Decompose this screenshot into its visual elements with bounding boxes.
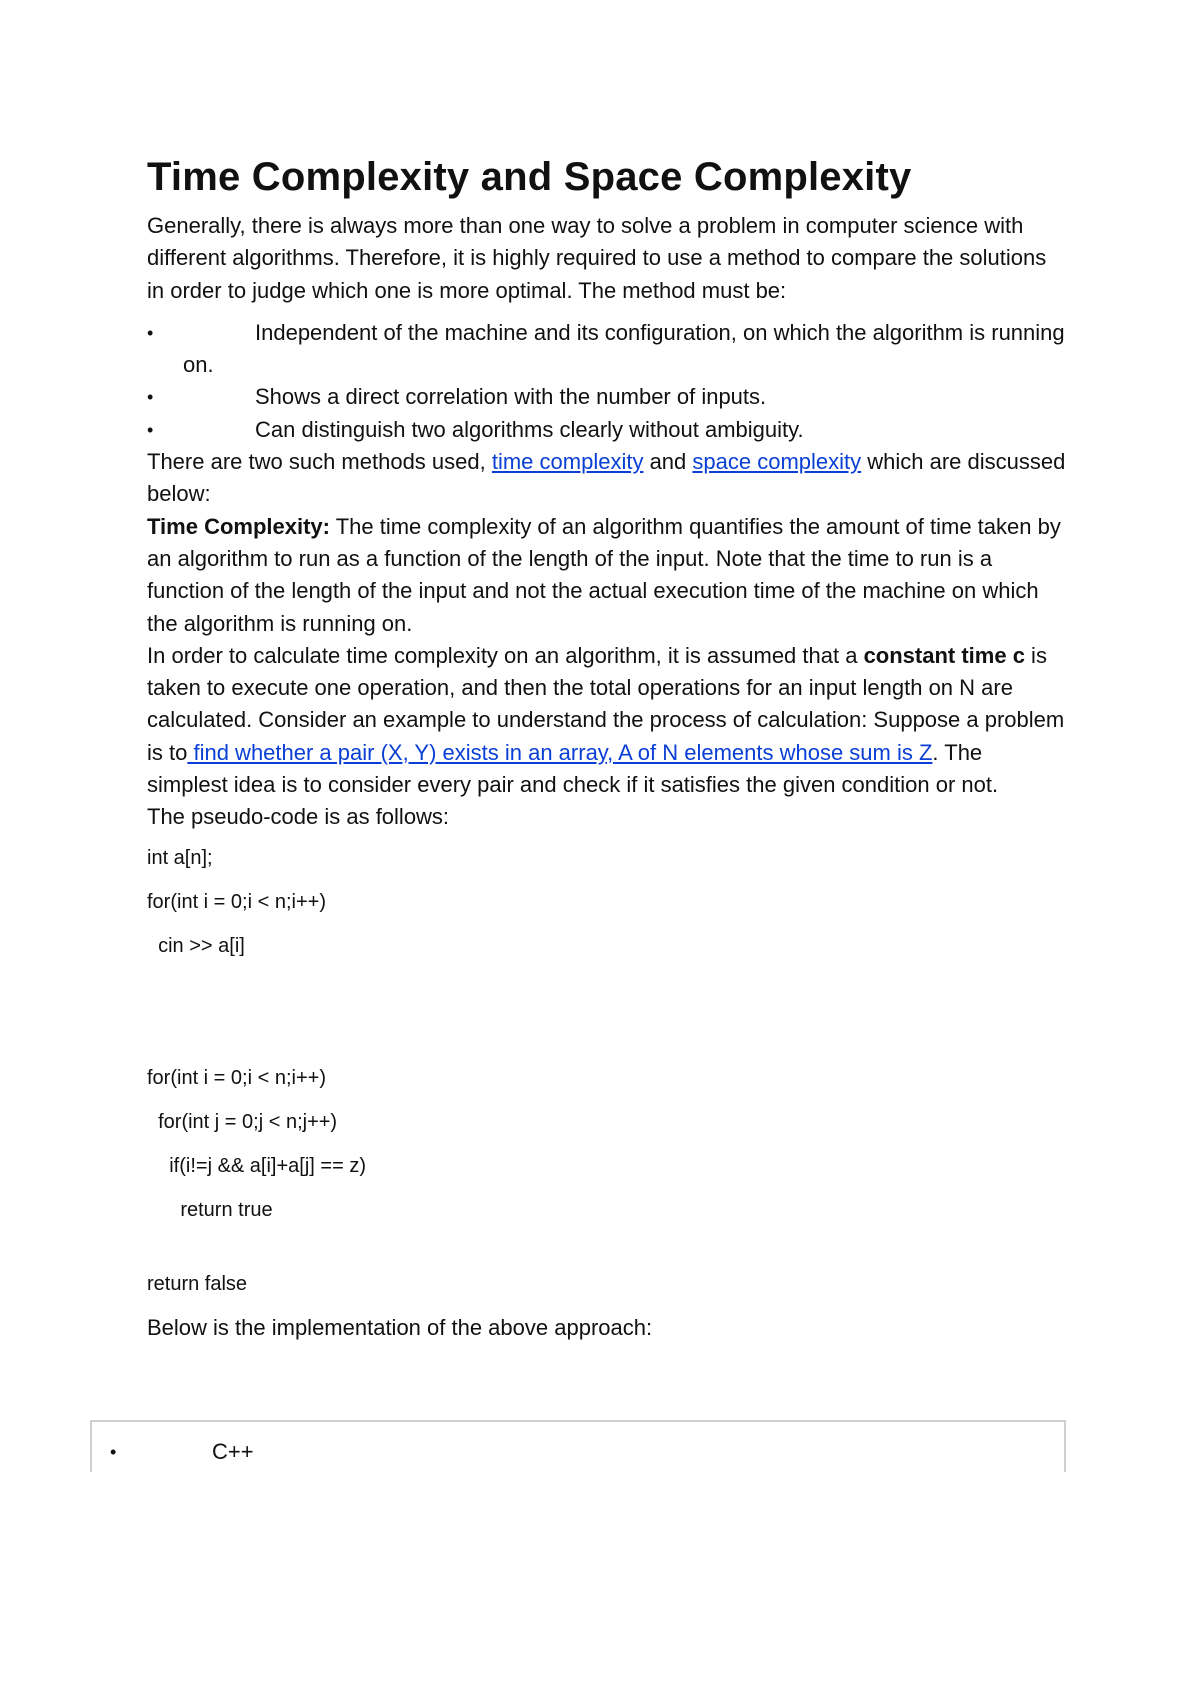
pair-sum-problem-link[interactable]: find whether a pair (X, Y) exists in an array, A of N elements whose sum is Z	[187, 739, 933, 765]
methods-paragraph	[147, 446, 1067, 511]
page-title: Time Complexity and Space Complexity	[147, 155, 912, 199]
criteria-list	[147, 317, 1067, 446]
list-item	[147, 317, 1067, 382]
bullet-icon: •	[147, 322, 154, 343]
methods-text: and	[643, 449, 693, 475]
time-complexity-definition	[147, 511, 1067, 640]
calc-text: is taken to execute one operation, and then the total operations for an input length on N are calculated. Consider an example to understand the process of calculation: Suppose a problem is to	[147, 642, 1065, 765]
code-line: return true	[147, 1198, 273, 1221]
code-line: for(int i = 0;i < n;i++)	[147, 1066, 326, 1089]
list-item	[147, 414, 1067, 446]
criterion-text: Independent of the machine and its configuration, on which the algorithm is running on.	[183, 319, 1065, 378]
calc-text: . The simplest idea is to consider every pair and check if it satisfies the given condition or not.	[147, 739, 999, 798]
list-item	[147, 381, 1067, 413]
pseudo-code-block	[147, 844, 1067, 1298]
code-line: cin >> a[i]	[147, 934, 245, 957]
tab-label: C++	[212, 1439, 254, 1464]
code-tabs-container	[90, 1420, 1066, 1472]
constant-time-term: constant time c	[863, 642, 1025, 668]
code-line: int a[n];	[147, 846, 213, 869]
methods-text: There are two such methods used,	[147, 449, 492, 475]
intro-paragraph: Generally, there is always more than one way to solve a problem in computer science with different algorithms. Therefore, it is highly required to use a method to compare the solutions in order to judge which one is more optimal. The method must be:	[147, 213, 1047, 303]
bullet-icon: •	[147, 419, 154, 440]
calculation-paragraph	[147, 640, 1067, 801]
criterion-text: Can distinguish two algorithms clearly without ambiguity.	[255, 416, 804, 442]
bullet-icon: •	[110, 1442, 117, 1462]
bullet-icon: •	[147, 387, 154, 408]
space-complexity-link[interactable]: space complexity	[692, 449, 862, 475]
criterion-text: Shows a direct correlation with the number of inputs.	[255, 384, 767, 410]
definition-text: The time complexity of an algorithm quantifies the amount of time taken by an algorithm to run as a function of the length of the input. Note that the time to run is a function of the length of the input and not the actual execution time of the machine on which the algorithm is running on.	[147, 513, 1061, 636]
document-body	[147, 150, 1067, 1344]
time-complexity-link[interactable]: time complexity	[491, 449, 644, 475]
pseudo-code-intro: The pseudo-code is as follows:	[147, 804, 450, 830]
implementation-intro: Below is the implementation of the above approach:	[147, 1314, 653, 1340]
code-line: for(int j = 0;j < n;j++)	[147, 1110, 338, 1133]
calc-text: In order to calculate time complexity on an algorithm, it is assumed that a	[147, 642, 864, 668]
definition-label: Time Complexity:	[147, 513, 330, 539]
code-line: if(i!=j && a[i]+a[j] == z)	[147, 1154, 366, 1177]
code-line: for(int i = 0;i < n;i++)	[147, 890, 326, 913]
methods-text: which are discussed below:	[147, 449, 1066, 507]
code-line: return false	[147, 1272, 248, 1295]
